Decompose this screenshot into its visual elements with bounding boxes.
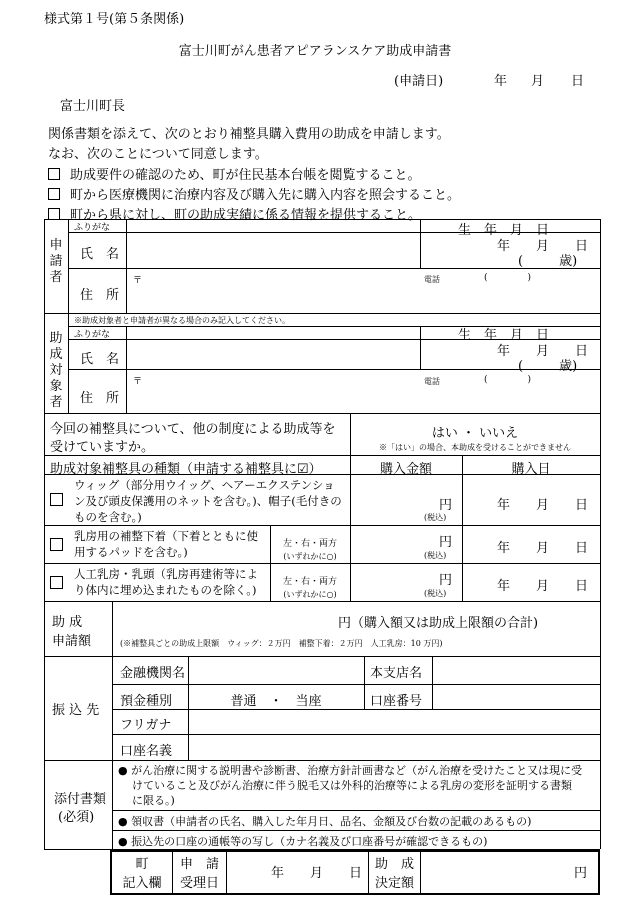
transfer-furigana-label: フリガナ [120,718,172,733]
consent-item[interactable]: 助成要件の確認のため、町が住民基本台帳を閲覧すること。 [48,164,420,183]
consent-checkbox[interactable] [48,188,60,200]
office-label-2: 記入欄 [122,876,162,891]
form-number: 様式第１号(第５条関係) [44,12,185,27]
bra-amount-yen[interactable]: 円 [439,535,453,550]
consent-item[interactable]: 町から医療機関に治療内容及び購入先に購入内容を照会すること。 [48,184,460,203]
item-description-wig: ウィッグ（部分用ウイッグ、ヘアーエクステンショ ン及び頭皮保護用のネットを含む。)、帽子(毛付きの ものを含む。) [74,478,342,524]
application-date-day[interactable]: 日 [571,74,585,89]
attachments-label-2: (必須) [58,810,95,825]
attachment-item-passbook: ● 振込先の口座の通帳等の写し（カナ名義及び口座番号が確認できるもの) [118,835,488,848]
subject-age[interactable]: ( 歳) [518,359,578,374]
applicant-address-label: 住 所 [80,288,120,303]
prosthesis-amount-yen[interactable]: 円 [439,573,453,588]
subject-name-label: 氏 名 [80,352,120,367]
addressee: 富士川町長 [60,99,126,114]
application-date-label: (申請日) [394,74,444,89]
subsidy-label-1: 助 成 [52,615,83,630]
subject-birth-header: 生 年 月 日 [458,328,550,343]
other-system-question-1: 今回の補整具について、他の制度による助成等を [50,422,336,437]
amount-header: 購入金額 [379,462,432,477]
other-system-answer[interactable]: はい ・ いいえ [431,426,519,441]
bra-side-choice[interactable]: 左・右・両方 [282,539,337,549]
wig-purchase-date[interactable]: 年 月 日 [497,498,589,513]
intro-line-2: なお、次のことについて同意します。 [48,147,268,162]
application-date-month[interactable]: 月 [531,74,545,89]
decided-amount-yen[interactable]: 円 [574,866,588,881]
subject-phone-paren[interactable]: ( ) [484,375,532,385]
applicant-postal-mark: 〒 [133,276,143,286]
subject-name-field[interactable] [130,339,420,369]
subject-section-label: 助成対象者 [49,331,63,410]
subject-birthdate[interactable]: 年 月 日 [497,344,589,359]
item-type-header: 助成対象補整具の種類（申請する補整具に☑） [50,462,322,477]
decided-label-2: 決定額 [374,876,414,891]
prosthesis-purchase-date[interactable]: 年 月 日 [497,579,589,594]
attachment-item-certificate: ● がん治療に関する説明書や診断書、治療方針計画書など（がん治療を受けたこと又は現に受 けていること及びがん治療に伴う脱毛又は外科的治療等による乳房の変形を証明する書類 に限る。) [118,764,583,807]
decided-label-1: 助 成 [374,857,414,872]
transfer-section-label: 振 込 先 [52,703,100,718]
consent-item[interactable]: 町から県に対し、町の助成実績に係る情報を提供すること。 [48,204,421,223]
applicant-name-field[interactable] [130,232,420,268]
attachment-item-receipt: ● 領収書（申請者の氏名、購入した年月日、品名、金額及び台数の記載のあるもの) [118,815,532,828]
transfer-furigana-field[interactable] [190,710,598,733]
subject-postal-mark: 〒 [133,377,143,387]
received-date[interactable]: 年 月 日 [271,866,363,881]
applicant-phone-paren[interactable]: ( ) [484,273,532,283]
bra-side-note: (いずれかに○) [283,552,337,561]
subject-furigana-label: ふりがな [74,330,111,340]
bra-purchase-date[interactable]: 年 月 日 [497,541,589,556]
applicant-address-field[interactable] [146,270,416,310]
other-system-note: ※「はい」の場合、本助成を受けることができません [379,443,571,452]
prosthesis-side-note: (いずれかに○) [283,590,337,599]
item-checkbox-wig[interactable] [50,493,63,506]
applicant-section-label: 申請者 [49,238,63,285]
item-description-bra: 乳房用の補整下着（下着とともに使 用するパッドを含む。) [74,529,258,559]
received-label-2: 受理日 [179,876,219,891]
account-type-choice[interactable]: 普通 ・ 当座 [230,694,322,709]
date-header: 購入日 [511,462,551,477]
account-holder-field[interactable] [190,735,598,759]
account-type-label: 預金種別 [120,694,173,709]
applicant-birthdate[interactable]: 年 月 日 [497,239,589,254]
bra-tax-note: (税込) [424,551,447,560]
subsidy-amount[interactable]: 円（購入額又は助成上限額の合計) [338,616,539,631]
bank-name-label: 金融機関名 [120,666,186,681]
applicant-birth-header: 生 年 月 日 [458,223,550,238]
bank-name-field[interactable] [190,657,362,683]
branch-field[interactable] [434,657,598,683]
attachments-label-1: 添付書類 [54,792,107,807]
application-date-year[interactable]: 年 [494,74,508,89]
subsidy-limit-note: (※補整具ごとの助成上限額 ウィッグ：２万円 補整下着：２万円 人工乳房：10 万円) [120,639,443,648]
subject-phone-label: 電話 [424,377,440,386]
branch-label: 本支店名 [370,666,423,681]
applicant-furigana-label: ふりがな [74,223,111,233]
item-checkbox-prosthesis[interactable] [50,576,63,589]
applicant-name-label: 氏 名 [80,247,120,262]
prosthesis-tax-note: (税込) [424,589,447,598]
account-holder-label: 口座名義 [120,744,173,759]
account-number-field[interactable] [434,685,598,708]
applicant-age[interactable]: ( 歳) [518,254,578,269]
page-title: 富士川町がん患者アピアランスケア助成申請書 [178,44,452,59]
consent-checkbox[interactable] [48,168,60,180]
intro-line-1: 関係書類を添えて、次のとおり補整具購入費用の助成を申請します。 [48,127,450,142]
wig-tax-note: (税込) [424,513,447,522]
subject-address-label: 住 所 [80,391,120,406]
applicant-phone-label: 電話 [424,275,440,284]
received-label-1: 申 請 [179,857,219,872]
subject-address-field[interactable] [146,372,416,410]
wig-amount-yen[interactable]: 円 [439,498,453,513]
subject-note: ※助成対象者と申請者が異なる場合のみ記入してください。 [74,316,290,325]
other-system-question-2: 受けていますか。 [50,440,155,455]
subsidy-label-2: 申請額 [52,634,92,649]
office-label-1: 町 [135,857,149,872]
item-checkbox-bra[interactable] [50,538,63,551]
item-description-prosthesis: 人工乳房・乳頭（乳房再建術等によ り体内に埋め込まれたものを除く。) [74,567,258,597]
account-number-label: 口座番号 [370,694,423,709]
prosthesis-side-choice[interactable]: 左・右・両方 [282,577,337,587]
